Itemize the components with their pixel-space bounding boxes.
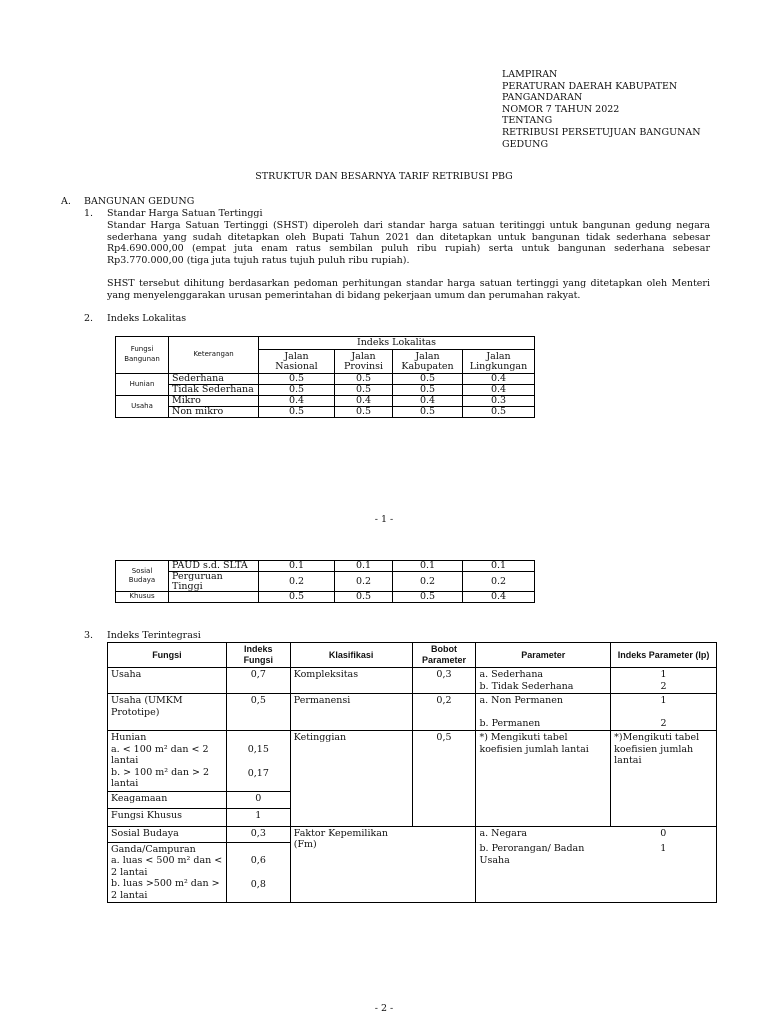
- keterangan-cell: [169, 592, 259, 603]
- table-row: [116, 572, 535, 592]
- fungsi-cell: Keagamaan: [108, 791, 227, 808]
- indeks-fungsi-cell: 1: [226, 808, 290, 826]
- paragraph-line: Rp4.690.000,00 (empat juta enam ratus sembilan puluh ribu rupiah) serta untuk bangunan sederhana sebesar: [107, 243, 710, 255]
- header-klasifikasi: Klasifikasi: [290, 643, 412, 668]
- indeks-fungsi-cell: 0: [226, 791, 290, 808]
- table-row: [108, 668, 717, 694]
- header-indeks-parameter: Indeks Parameter (Ip): [611, 643, 717, 668]
- item-3-label: Indeks Terintegrasi: [107, 630, 201, 641]
- indeks-parameter-cell: 0 1: [611, 826, 717, 903]
- bobot-cell: 0,2: [412, 694, 476, 731]
- table-row: [116, 374, 535, 385]
- lampiran-line: PANGANDARAN: [502, 92, 583, 104]
- value-cell: 0.5: [259, 374, 335, 385]
- page-title: STRUKTUR DAN BESARNYA TARIF RETRIBUSI PBG: [255, 171, 513, 182]
- fungsi-cell: Hunian: [116, 374, 169, 396]
- value-cell: 0.2: [335, 572, 393, 592]
- indeks-parameter-cell: 1 2: [611, 694, 717, 731]
- value-cell: 0.5: [335, 592, 393, 603]
- value-cell: 0.5: [393, 407, 463, 418]
- value-cell: 0.4: [335, 396, 393, 407]
- item-2-label: Indeks Lokalitas: [107, 313, 187, 324]
- lokalitas-table: [115, 336, 535, 418]
- value-cell: 0.5: [335, 374, 393, 385]
- fungsi-cell: Sosial Budaya: [108, 826, 227, 842]
- value-cell: 0.4: [463, 385, 535, 396]
- fungsi-cell: Khusus: [116, 592, 169, 603]
- value-cell: 0.4: [393, 396, 463, 407]
- section-a-label: BANGUNAN GEDUNG: [84, 196, 195, 207]
- table-row: [108, 731, 717, 792]
- parameter-cell: a. Negara b. Perorangan/ Badan Usaha: [476, 826, 611, 903]
- lokalitas-table-continued: [115, 560, 535, 603]
- item-1-number: 1.: [84, 208, 94, 219]
- table-row: [116, 561, 535, 572]
- header-jalan-lingkungan: Jalan Lingkungan: [463, 350, 535, 374]
- lampiran-line: LAMPIRAN: [502, 69, 558, 80]
- header-indeks-fungsi: Indeks Fungsi: [226, 643, 290, 668]
- lampiran-line: RETRIBUSI PERSETUJUAN BANGUNAN: [502, 126, 701, 138]
- lampiran-line: GEDUNG: [502, 138, 549, 150]
- indeks-parameter-cell: 1 2: [611, 668, 717, 694]
- item-1-label: Standar Harga Satuan Tertinggi: [107, 208, 263, 219]
- fungsi-cell: Fungsi Khusus: [108, 808, 227, 826]
- lampiran-line: TENTANG: [502, 115, 553, 127]
- klasifikasi-cell: Ketinggian: [290, 731, 412, 827]
- table-row: [116, 396, 535, 407]
- table-row: [116, 407, 535, 418]
- table-row: [116, 385, 535, 396]
- section-a-number: A.: [61, 196, 71, 207]
- header-jalan-provinsi: Jalan Provinsi: [335, 350, 393, 374]
- keterangan-cell: Sederhana: [169, 374, 259, 385]
- parameter-cell: a. Non Permanen b. Permanen: [476, 694, 611, 731]
- keterangan-cell: Non mikro: [169, 407, 259, 418]
- lampiran-block: [502, 69, 701, 150]
- value-cell: 0.3: [463, 396, 535, 407]
- bobot-cell: 0,3: [412, 668, 476, 694]
- indeks-parameter-cell: *)Mengikuti tabel koefisien jumlah lantai: [611, 731, 717, 827]
- value-cell: 0.1: [393, 561, 463, 572]
- indeks-fungsi-cell: 0,3: [226, 826, 290, 842]
- bobot-cell: 0,5: [412, 731, 476, 827]
- table-row: [108, 694, 717, 731]
- paragraph-line: sederhana yang sudah ditetapkan oleh Bupati Tahun 2021 dan ditetapkan untuk bangunan tidak sederhana sebesar: [107, 231, 710, 243]
- paragraph-line: SHST tersebut dihitung berdasarkan pedoman perhitungan standar harga satuan tertinggi yang ditetapkan oleh Menteri: [107, 278, 710, 289]
- value-cell: 0.1: [259, 561, 335, 572]
- paragraph-line: Standar Harga Satuan Tertinggi (SHST) diperoleh dari standar harga satuan teritinggi untuk bangunan gedung negara: [107, 220, 710, 231]
- parameter-cell: a. Sederhana b. Tidak Sederhana: [476, 668, 611, 694]
- value-cell: 0.5: [393, 592, 463, 603]
- klasifikasi-cell: Permanensi: [290, 694, 412, 731]
- fungsi-cell: Usaha: [108, 668, 227, 694]
- value-cell: 0.2: [393, 572, 463, 592]
- value-cell: 0.5: [259, 592, 335, 603]
- paragraph-line: yang menyelenggarakan urusan pemerintahan di bidang pekerjaan umum dan perumahan rakyat.: [107, 289, 581, 301]
- item-2-number: 2.: [84, 313, 94, 324]
- value-cell: 0.5: [393, 385, 463, 396]
- shst-paragraph: [107, 220, 710, 266]
- indeks-fungsi-cell: 0,7: [226, 668, 290, 694]
- keterangan-cell: PAUD s.d. SLTA: [169, 561, 259, 572]
- keterangan-cell: Tidak Sederhana: [169, 385, 259, 396]
- paragraph-line: Rp3.770.000,00 (tiga juta tujuh ratus tujuh puluh ribu rupiah).: [107, 254, 410, 266]
- value-cell: 0.5: [463, 407, 535, 418]
- value-cell: 0.5: [259, 385, 335, 396]
- header-keterangan: Keterangan: [169, 337, 259, 374]
- header-fungsi: Fungsi: [108, 643, 227, 668]
- lampiran-line: PERATURAN DAERAH KABUPATEN: [502, 80, 678, 92]
- header-jalan-kabupaten: Jalan Kabupaten: [393, 350, 463, 374]
- parameter-cell: *) Mengikuti tabel koefisien jumlah lantai: [476, 731, 611, 827]
- page-number: - 1 -: [374, 514, 394, 525]
- keterangan-cell: Perguruan Tinggi: [169, 572, 259, 592]
- table-row: [116, 592, 535, 603]
- item-3-number: 3.: [84, 630, 94, 641]
- fungsi-cell: Usaha (UMKM Prototipe): [108, 694, 227, 731]
- value-cell: 0.5: [335, 385, 393, 396]
- klasifikasi-cell: Faktor Kepemilikan (Fm): [290, 826, 412, 903]
- shst-paragraph-2: [107, 278, 710, 301]
- value-cell: 0.4: [463, 374, 535, 385]
- indeks-fungsi-cell: 0,15 0,17: [226, 731, 290, 792]
- header-parameter: Parameter: [476, 643, 611, 668]
- fungsi-cell: Usaha: [116, 396, 169, 418]
- header-jalan-nasional: Jalan Nasional: [259, 350, 335, 374]
- value-cell: 0.2: [463, 572, 535, 592]
- klasifikasi-cell: Kompleksitas: [290, 668, 412, 694]
- value-cell: 0.5: [335, 407, 393, 418]
- value-cell: 0.5: [393, 374, 463, 385]
- indeks-fungsi-cell: 0,5: [226, 694, 290, 731]
- table-row: [108, 826, 717, 842]
- value-cell: 0.4: [259, 396, 335, 407]
- header-fungsi-bangunan: Fungsi Bangunan: [116, 337, 169, 374]
- lampiran-line: NOMOR 7 TAHUN 2022: [502, 103, 620, 115]
- value-cell: 0.2: [259, 572, 335, 592]
- terintegrasi-table: [107, 642, 717, 903]
- page-number: - 2 -: [374, 1003, 394, 1014]
- fungsi-cell: Ganda/Campuran a. luas < 500 m² dan < 2 lantai b. luas >500 m² dan > 2 lantai: [108, 842, 227, 903]
- value-cell: 0.4: [463, 592, 535, 603]
- header-bobot-parameter: Bobot Parameter: [412, 643, 476, 668]
- fungsi-cell: Sosial Budaya: [116, 561, 169, 592]
- keterangan-cell: Mikro: [169, 396, 259, 407]
- fungsi-cell: Hunian a. < 100 m² dan < 2 lantai b. > 100 m² dan > 2 lantai: [108, 731, 227, 792]
- value-cell: 0.1: [335, 561, 393, 572]
- value-cell: 0.5: [259, 407, 335, 418]
- header-indeks-lokalitas: Indeks Lokalitas: [259, 337, 535, 350]
- bobot-cell: [412, 826, 476, 903]
- value-cell: 0.1: [463, 561, 535, 572]
- indeks-fungsi-cell: 0,6 0,8: [226, 842, 290, 903]
